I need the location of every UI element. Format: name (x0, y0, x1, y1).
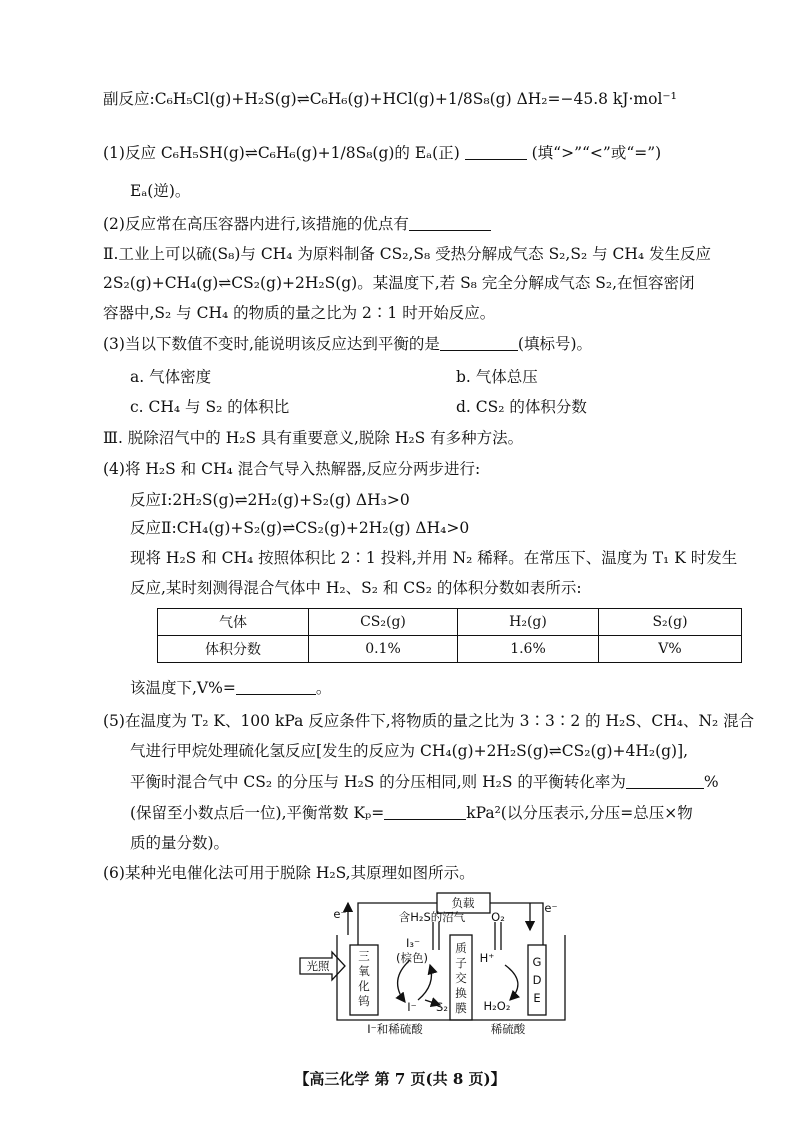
table-header: H₂(g) (458, 609, 599, 636)
triiodide-label: I₃⁻ (405, 936, 421, 950)
biogas-label: 含H₂S的沼气 (398, 910, 466, 924)
brown-label: (棕色) (396, 951, 428, 965)
question-4-text: (4)将 H₂S 和 CH₄ 混合气导入热解器,反应分两步进行: (103, 460, 481, 478)
peroxide-label: H₂O₂ (483, 999, 511, 1013)
right-solution-label: 稀硫酸 (490, 1022, 526, 1036)
table-header: S₂(g) (599, 609, 742, 636)
question-2-stem: (2)反应常在高压容器内进行,该措施的优点有 (103, 215, 409, 233)
question-1-stem: (1)反应 C₆H₅SH(g)⇌C₆H₆(g)+1/8S₈(g)的 Eₐ(正) (103, 144, 460, 162)
question-4-line-2: 现将 H₂S 和 CH₄ 按照体积比 2∶1 投料,并用 N₂ 稀释。在常压下、温度为 T₁ K 时发生 (130, 549, 738, 567)
question-4-answer-end: 。 (315, 679, 332, 697)
left-solution-label: I⁻和稀硫酸 (367, 1022, 423, 1036)
section-2-line-1: Ⅱ.工业上可以硫(S₈)与 CH₄ 为原料制备 CS₂,S₈ 受热分解成气态 S₂,S₂ 与 CH₄ 发生反应 (103, 245, 712, 263)
membrane-char: 子 (455, 956, 467, 970)
option-a: a. 气体密度 (130, 368, 212, 386)
electron-label-right: e⁻ (544, 901, 558, 915)
section-2-line-3: 容器中,S₂ 与 CH₄ 的物质的量之比为 2∶1 时开始反应。 (103, 304, 496, 322)
section-3-heading: Ⅲ. 脱除沼气中的 H₂S 具有重要意义,脱除 H₂S 有多种方法。 (103, 429, 524, 447)
electron-label-left: e⁻ (333, 907, 347, 921)
table-header: 气体 (158, 609, 309, 636)
option-b: b. 气体总压 (456, 368, 538, 386)
question-5-line-1: (5)在温度为 T₂ K、100 kPa 反应条件下,将物质的量之比为 3∶3∶2 的 H₂S、CH₄、N₂ 混合 (103, 712, 755, 730)
gde-char: D (532, 973, 542, 987)
reaction-2: 反应Ⅱ:CH₄(g)+S₂(g)⇌CS₂(g)+2H₂(g) ΔH₄>0 (130, 519, 470, 537)
option-d: d. CS₂ 的体积分数 (456, 398, 587, 416)
question-5-conversion-stem: 平衡时混合气中 CS₂ 的分压与 H₂S 的分压相同,则 H₂S 的平衡转化率为 (130, 773, 626, 791)
electrode-left-char: 氧 (358, 964, 370, 978)
proton-arrow (505, 965, 518, 1000)
reaction-1: 反应Ⅰ:2H₂S(g)⇌2H₂(g)+S₂(g) ΔH₃>0 (130, 491, 410, 509)
electrode-left-char: 三 (358, 949, 370, 963)
table-cell: 0.1% (309, 636, 458, 663)
question-4-line-3: 反应,某时刻测得混合气体中 H₂、S₂ 和 CS₂ 的体积分数如表所示: (130, 579, 582, 597)
proton-label: H⁺ (479, 951, 495, 965)
table-header: CS₂(g) (309, 609, 458, 636)
side-reaction-equation: 副反应:C₆H₅Cl(g)+H₂S(g)⇌C₆H₆(g)+HCl(g)+1/8S₈(g) ΔH₂=−45.8 kJ·mol⁻¹ (103, 90, 677, 108)
membrane-char: 质 (455, 941, 467, 955)
reduction-arrow (398, 960, 410, 1002)
gde-char: G (532, 955, 542, 969)
table-cell: V% (599, 636, 742, 663)
membrane-char: 换 (455, 986, 467, 1000)
question-5-percent-unit: % (703, 773, 719, 791)
gde-char: E (533, 991, 541, 1005)
question-5-line-2: 气进行甲烷处理硫化氢反应[发生的反应为 CH₄(g)+2H₂S(g)⇌CS₂(g)+4H₂(g)], (130, 742, 689, 760)
table-cell: 体积分数 (158, 636, 309, 663)
question-1-continuation: Eₐ(逆)。 (130, 182, 191, 200)
electrode-left-char: 化 (358, 979, 370, 993)
sulfur-label: S₂ (436, 1000, 448, 1014)
question-3-stem: (3)当以下数值不变时,能说明该反应达到平衡的是 (103, 335, 440, 353)
oxygen-label: O₂ (491, 910, 505, 924)
electrolytic-tank (337, 935, 565, 1020)
question-6-text: (6)某种光电催化法可用于脱除 H₂S,其原理如图所示。 (103, 864, 475, 882)
question-5-kp-unit: kPa²(以分压表示,分压=总压×物 (466, 804, 693, 822)
load-label: 负载 (451, 896, 475, 910)
table-cell: 1.6% (458, 636, 599, 663)
membrane-char: 膜 (455, 1001, 467, 1015)
oxidation-arrow (418, 965, 432, 1000)
electrode-left-char: 钨 (358, 994, 370, 1008)
light-label: 光照 (306, 959, 330, 973)
section-2-line-2: 2S₂(g)+CH₄(g)⇌CS₂(g)+2H₂S(g)。某温度下,若 S₈ 完全分解成气态 S₂,在恒容密闭 (103, 274, 695, 292)
question-3-hint: (填标号)。 (517, 335, 592, 353)
question-5-kp-stem: (保留至小数点后一位),平衡常数 Kₚ= (130, 804, 385, 822)
question-5-line-5: 质的量分数)。 (130, 834, 230, 852)
membrane-char: 交 (455, 971, 467, 985)
page-footer: 【高三化学 第 7 页(共 8 页)】 (294, 1070, 506, 1088)
question-4-answer-stem: 该温度下,V%= (130, 679, 236, 697)
question-1-hint: (填“>”“<”或“=”) (531, 144, 662, 162)
option-c: c. CH₄ 与 S₂ 的体积比 (130, 398, 290, 416)
iodide-label: I⁻ (407, 1000, 417, 1014)
